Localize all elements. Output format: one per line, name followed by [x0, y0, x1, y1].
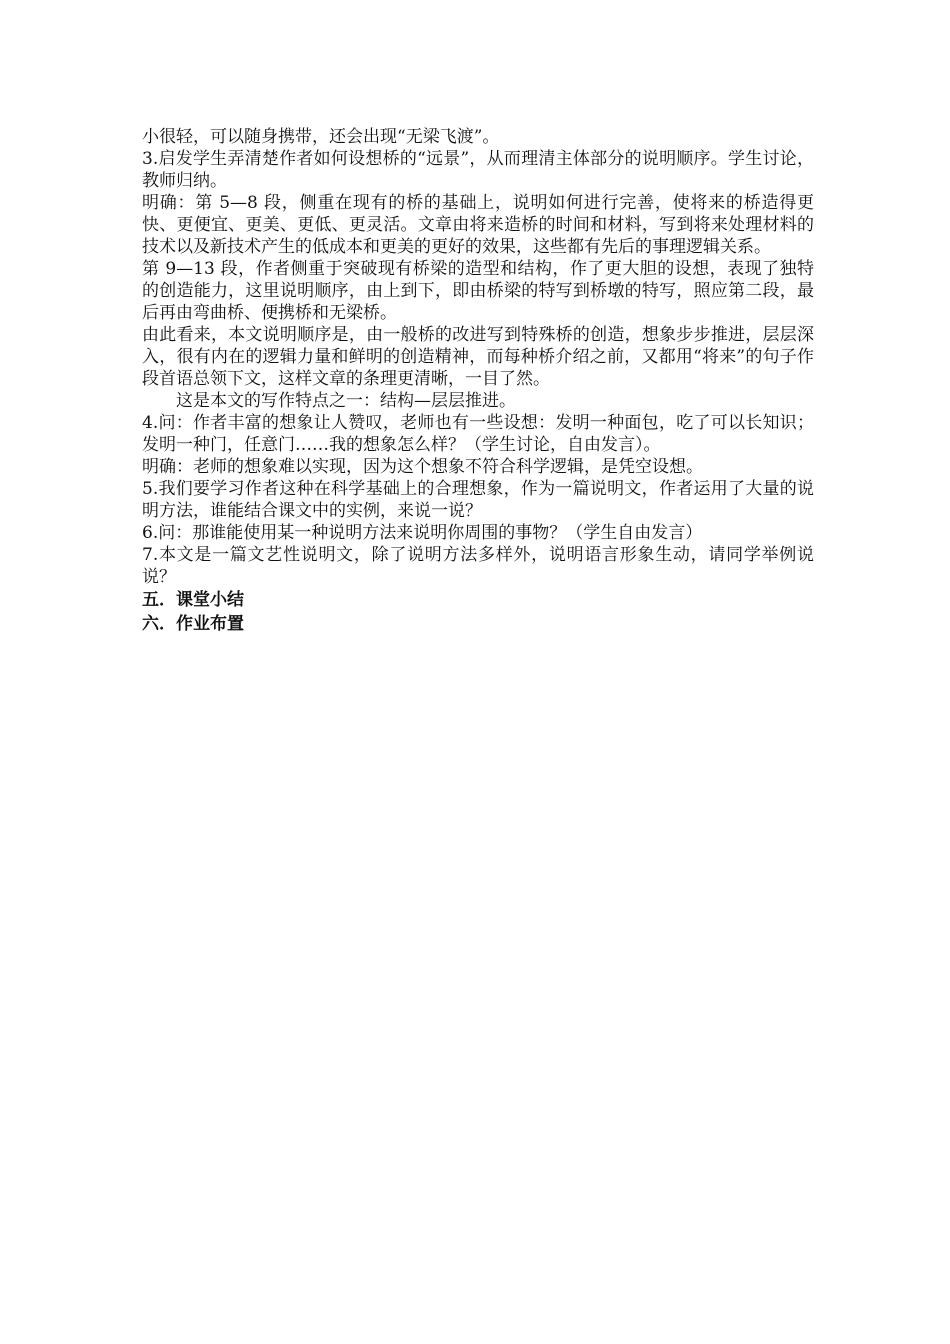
paragraph-step-6: 6.问：那谁能使用某一种说明方法来说明你周围的事物？（学生自由发言）	[142, 523, 703, 543]
document-page	[142, 126, 814, 636]
paragraph-clarify-5-8: 明确：第 5—8 段，侧重在现有的桥的基础上，说明如何进行完善，使将来的桥造得更快、更便宜、更美、更低、更灵活。文章由将来造桥的时间和材料，写到将来处理材料的技术以及新技术产生的低成本和更美的更好的效果，这些都有先后的事理逻辑关系。	[142, 193, 814, 257]
heading-homework: 六．作业布置	[142, 614, 244, 634]
paragraph-step-7: 7.本文是一篇文艺性说明文，除了说明方法多样外，说明语言形象生动，请同学举例说说？	[142, 545, 814, 587]
paragraph-feature: 这是本文的写作特点之一：结构—层层推进。	[176, 391, 516, 411]
paragraph-continuation: 小很轻，可以随身携带，还会出现“无梁飞渡”。	[142, 127, 500, 147]
paragraph-step-3: 3.启发学生弄清楚作者如何设想桥的“远景”，从而理清主体部分的说明顺序。学生讨论，教师归纳。	[142, 149, 814, 191]
paragraph-clarify-imagination: 明确：老师的想象难以实现，因为这个想象不符合科学逻辑，是凭空设想。	[142, 457, 703, 477]
paragraph-conclusion: 由此看来，本文说明顺序是，由一般桥的改进写到特殊桥的创造，想象步步推进，层层深入，很有内在的逻辑力量和鲜明的创造精神，而每种桥介绍之前，又都用“将来”的句子作段首语总领下文，这样文章的条理更清晰，一目了然。	[142, 325, 814, 389]
paragraph-step-5: 5.我们要学习作者这种在科学基础上的合理想象，作为一篇说明文，作者运用了大量的说明方法，谁能结合课文中的实例，来说一说？	[142, 479, 814, 521]
paragraph-step-4: 4.问：作者丰富的想象让人赞叹，老师也有一些设想：发明一种面包，吃了可以长知识；发明一种门，任意门……我的想象怎么样？（学生讨论，自由发言）。	[142, 413, 814, 455]
heading-summary: 五．课堂小结	[142, 590, 244, 610]
paragraph-section-9-13: 第 9—13 段，作者侧重于突破现有桥梁的造型和结构，作了更大胆的设想，表现了独特的创造能力，这里说明顺序，由上到下，即由桥梁的特写到桥墩的特写，照应第二段，最后再由弯曲桥、便携桥和无梁桥。	[142, 259, 814, 323]
